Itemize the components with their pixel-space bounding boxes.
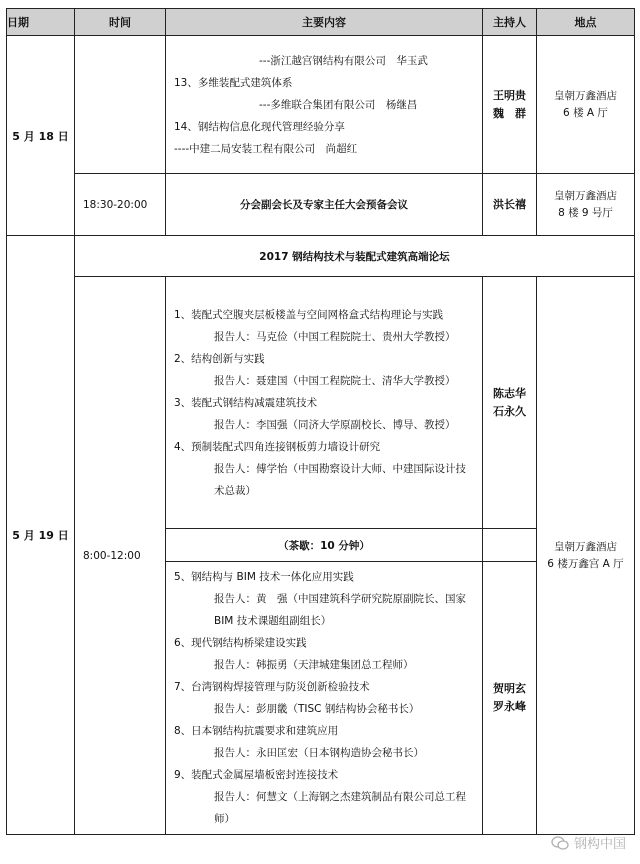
date-may18: 5 月 18 日 [7, 36, 75, 236]
location-cell [537, 36, 635, 174]
location-cell [537, 277, 635, 835]
talk-title: 3、装配式钢结构减震建筑技术 [174, 396, 318, 409]
header-content: 主要内容 [166, 9, 483, 36]
forum-title: 2017 钢结构技术与装配式建筑高端论坛 [75, 236, 635, 277]
may18-row-1 [7, 36, 635, 174]
location-cell [537, 174, 635, 236]
meeting-title: 分会副会长及专家主任大会预备会议 [166, 174, 483, 236]
host-name: 石永久 [493, 404, 526, 418]
host-cell [483, 36, 537, 174]
header-host: 主持人 [483, 9, 537, 36]
talk-reporter: 报告人：韩振勇（天津城建集团总工程师） [214, 659, 414, 671]
host-cell [483, 562, 537, 835]
host-cell [483, 277, 537, 529]
talk-reporter: 报告人：马克俭（中国工程院院士、贵州大学教授） [214, 330, 456, 343]
talk-title: 6、现代钢结构桥梁建设实践 [174, 637, 307, 649]
talk-title: 8、日本钢结构抗震要求和建筑应用 [174, 725, 339, 737]
content-cell [166, 36, 483, 174]
host-cell-empty [483, 529, 537, 562]
content-line: 13、多维装配式建筑体系 [174, 76, 293, 89]
talk-reporter: 报告人：黄 强（中国建筑科学研究院原副院长、国家 BIM 技术课题组副组长） [214, 593, 466, 627]
wechat-icon [551, 836, 569, 850]
forum-row [7, 236, 635, 277]
schedule-table [6, 8, 635, 835]
host-name: 陈志华 [493, 386, 526, 400]
session-row-1 [7, 277, 635, 529]
talk-title: 5、钢结构与 BIM 技术一体化应用实践 [174, 571, 354, 583]
content-line: 14、钢结构信息化现代管理经验分享 [174, 120, 345, 133]
location-venue: 皇朝万鑫酒店 [554, 540, 617, 553]
talk-title: 7、台湾钢构焊接管理与防災创新检验技术 [174, 681, 370, 693]
content-line: ---多维联合集团有限公司 杨继昌 [259, 98, 418, 111]
content-line: ----中建二局安装工程有限公司 尚超红 [174, 142, 358, 155]
time-cell-empty [75, 36, 166, 174]
time-cell: 8:00-12:00 [75, 277, 166, 835]
talk-title: 9、装配式金属屋墙板密封连接技术 [174, 769, 339, 781]
talk-reporter: 报告人：彭朋畿（TISC 钢结构协会秘书长） [214, 703, 420, 715]
content-line: ---浙江越宫钢结构有限公司 华玉武 [259, 54, 428, 67]
location-room: 6 楼 A 厅 [563, 106, 608, 119]
location-venue: 皇朝万鑫酒店 [554, 89, 617, 102]
tea-break: （茶歇：10 分钟） [166, 529, 483, 562]
date-may19: 5 月 19 日 [7, 236, 75, 835]
talk-reporter: 报告人：永田匡宏（日本钢构造协会秘书长） [214, 747, 424, 759]
location-room: 6 楼万鑫宫 A 厅 [547, 557, 624, 570]
may18-row-2 [7, 174, 635, 236]
watermark [551, 833, 626, 852]
talk-reporter: 报告人：何慧文（上海钢之杰建筑制品有限公司总工程师） [214, 791, 466, 825]
content-cell [166, 277, 483, 529]
location-venue: 皇朝万鑫酒店 [554, 189, 617, 202]
header-date: 日期 [7, 9, 75, 36]
header-row [7, 9, 635, 36]
host-name: 罗永峰 [493, 700, 526, 713]
talk-reporter: 报告人：李国强（同济大学原副校长、博导、教授） [214, 418, 456, 431]
watermark-text: 钢构中国 [573, 837, 626, 852]
header-time: 时间 [75, 9, 166, 36]
talk-reporter: 报告人：傅学怡（中国勘察设计大师、中建国际设计技术总裁） [214, 462, 466, 497]
talk-title: 4、预制装配式四角连接钢板剪力墙设计研究 [174, 440, 381, 453]
host-name: 王明贵 [493, 88, 526, 102]
host-name: 魏 群 [493, 106, 526, 120]
talk-title: 1、装配式空腹夹层板楼盖与空间网格盒式结构理论与实践 [174, 308, 444, 321]
host-name: 贺明玄 [493, 682, 526, 695]
content-cell [166, 562, 483, 835]
host-cell: 洪长禧 [483, 174, 537, 236]
header-location: 地点 [537, 9, 635, 36]
location-room: 8 楼 9 号厅 [558, 206, 613, 219]
talk-title: 2、结构创新与实践 [174, 352, 265, 365]
time-cell: 18:30-20:00 [75, 174, 166, 236]
talk-reporter: 报告人：聂建国（中国工程院院士、清华大学教授） [214, 374, 456, 387]
